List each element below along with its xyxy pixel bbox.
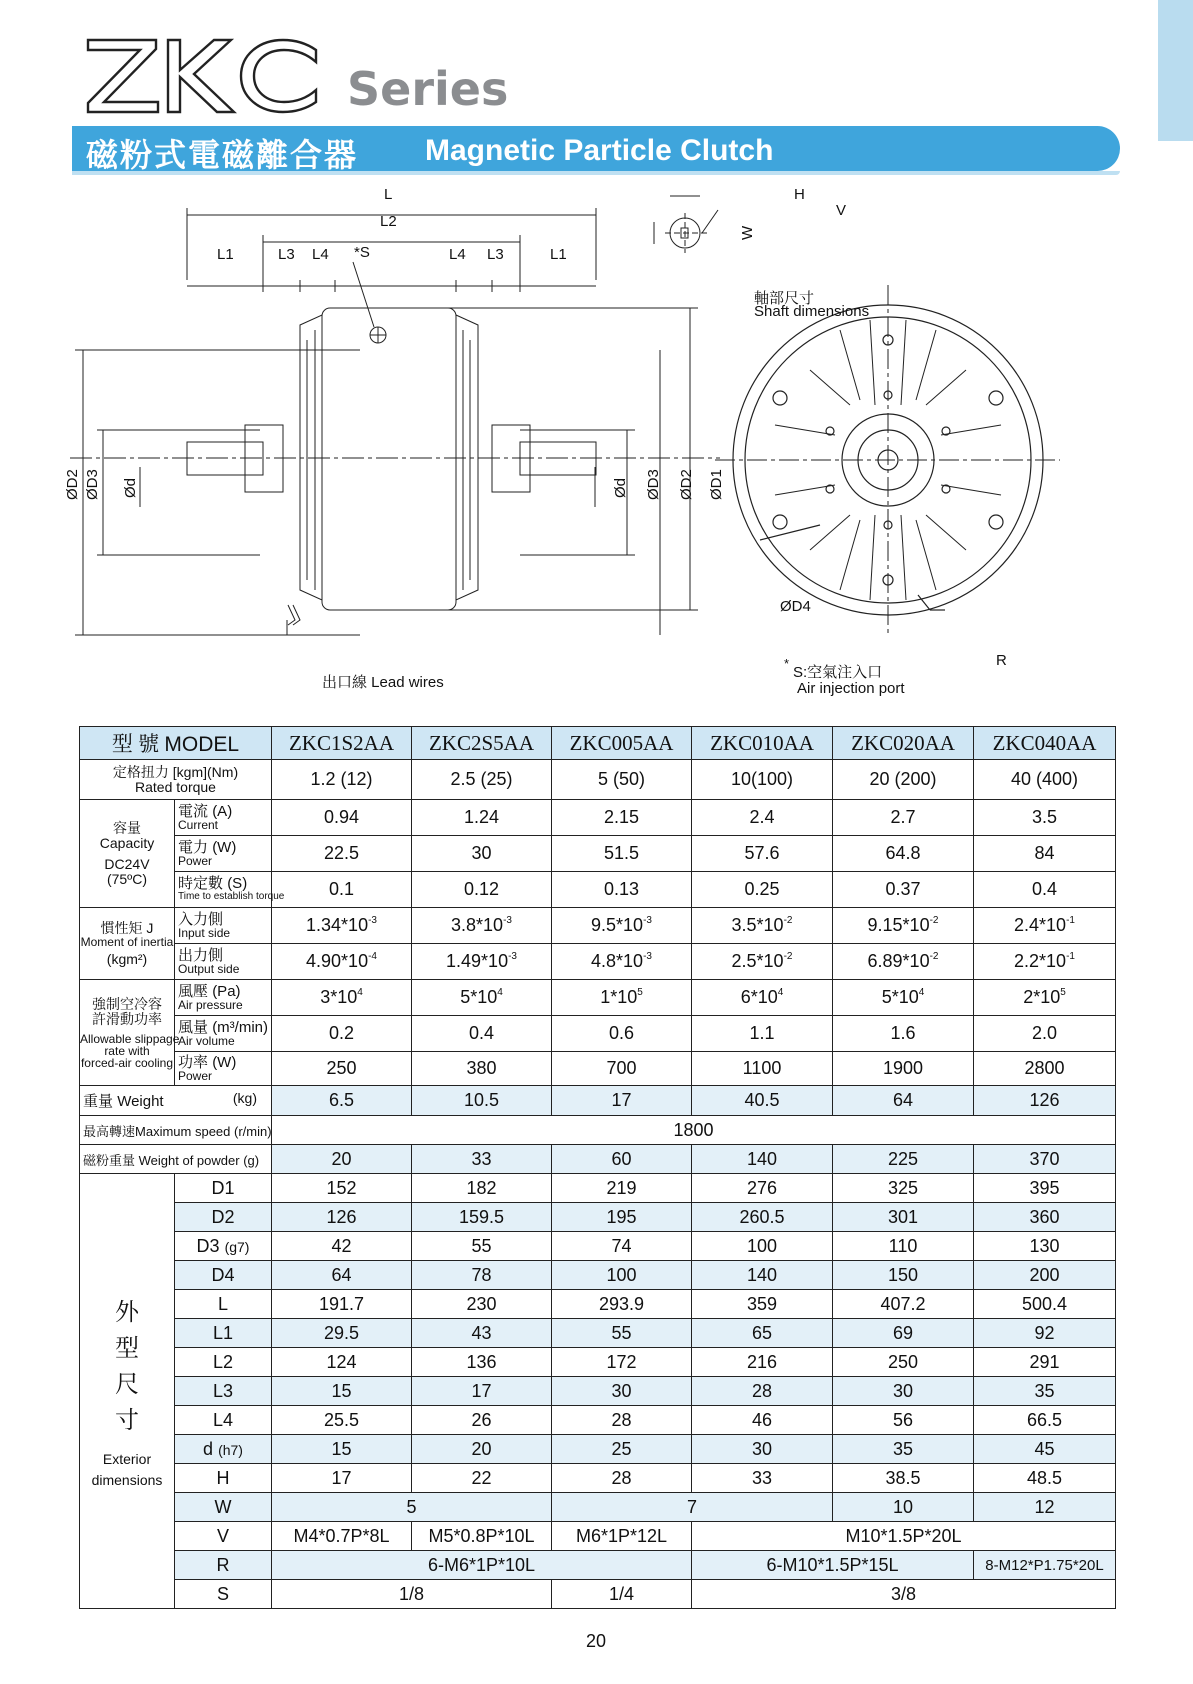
table-cell: $3.8*10^{-3}$	[412, 908, 552, 944]
dim-L3-right: L3	[487, 246, 504, 263]
table-cell: 40.5	[692, 1086, 833, 1116]
table-row	[80, 1145, 1116, 1174]
table-cell: 15	[272, 1435, 412, 1464]
table-cell: 3/8	[692, 1580, 1116, 1609]
table-cell: 359	[692, 1290, 833, 1319]
table-cell: 20	[272, 1145, 412, 1174]
table-row	[80, 1551, 1116, 1580]
note-en: Air injection port	[797, 680, 905, 697]
table-cell: 230	[412, 1290, 552, 1319]
table-cell: 10(100)	[692, 760, 833, 800]
dim-label: D3 (g7)	[175, 1232, 272, 1261]
table-row	[80, 1232, 1116, 1261]
table-cell: 30	[412, 836, 552, 872]
table-cell: $4.8*10^{-3}$	[552, 944, 692, 980]
dim-label: L4	[175, 1406, 272, 1435]
dim-D2-right: ØD2	[678, 469, 695, 500]
table-cell: 15	[272, 1377, 412, 1406]
table-cell: 35	[833, 1435, 974, 1464]
air-pressure-label: 風壓 (Pa) Air pressure	[175, 980, 272, 1016]
model-col: ZKC010AA	[692, 727, 833, 760]
table-cell: 1/4	[552, 1580, 692, 1609]
zkc-logo-outline	[86, 36, 346, 116]
table-cell: 20 (200)	[833, 760, 974, 800]
table-cell: $3.5*10^{-2}$	[692, 908, 833, 944]
table-row	[80, 872, 1116, 908]
table-row	[80, 1435, 1116, 1464]
dim-label: L3	[175, 1377, 272, 1406]
table-cell: 293.9	[552, 1290, 692, 1319]
table-cell: 172	[552, 1348, 692, 1377]
table-cell: 30	[552, 1377, 692, 1406]
dim-R: R	[996, 652, 1007, 669]
table-cell: 33	[692, 1464, 833, 1493]
table-cell: $5*10^4$	[833, 980, 974, 1016]
table-row	[80, 1261, 1116, 1290]
table-cell: 43	[412, 1319, 552, 1348]
table-cell: 28	[692, 1377, 833, 1406]
table-cell: 20	[412, 1435, 552, 1464]
table-row	[80, 1377, 1116, 1406]
table-cell: 1.2 (12)	[272, 760, 412, 800]
table-cell: 216	[692, 1348, 833, 1377]
table-cell: 0.12	[412, 872, 552, 908]
table-row	[80, 1174, 1116, 1203]
output-side-label: 出力側 Output side	[175, 944, 272, 980]
table-cell: 1.1	[692, 1016, 833, 1052]
dim-D4: ØD4	[780, 598, 811, 615]
table-cell: 74	[552, 1232, 692, 1261]
inertia-label: 慣性矩 J Moment of inertia (kgm²)	[80, 908, 175, 980]
table-cell: $9.5*10^{-3}$	[552, 908, 692, 944]
dim-L4-left: L4	[312, 246, 329, 263]
dim-d-right: Ød	[612, 477, 629, 498]
table-cell: 66.5	[974, 1406, 1116, 1435]
table-cell: 10.5	[412, 1086, 552, 1116]
dim-label: D1	[175, 1174, 272, 1203]
table-row	[80, 1016, 1116, 1052]
table-cell: 17	[272, 1464, 412, 1493]
table-cell: 1.24	[412, 800, 552, 836]
max-speed-label: 最高轉速Maximum speed (r/min)	[80, 1116, 272, 1145]
table-cell: $4.90*10^{-4}$	[272, 944, 412, 980]
table-cell: 60	[552, 1145, 692, 1174]
dim-label: D2	[175, 1203, 272, 1232]
powder-label: 磁粉重量 Weight of powder (g)	[80, 1145, 272, 1174]
table-cell: 2.15	[552, 800, 692, 836]
table-row	[80, 1348, 1116, 1377]
table-cell: 260.5	[692, 1203, 833, 1232]
table-cell: $9.15*10^{-2}$	[833, 908, 974, 944]
table-cell: 64.8	[833, 836, 974, 872]
table-cell: 0.4	[412, 1016, 552, 1052]
table-cell: $2.4*10^{-1}$	[974, 908, 1116, 944]
table-row	[80, 908, 1116, 944]
air-volume-label: 風量 (m³/min) Air volume	[175, 1016, 272, 1052]
table-cell: 301	[833, 1203, 974, 1232]
shaft-W: W	[739, 225, 756, 240]
shaft-V: V	[836, 202, 847, 219]
table-cell: 150	[833, 1261, 974, 1290]
table-row	[80, 1464, 1116, 1493]
model-col: ZKC1S2AA	[272, 727, 412, 760]
table-cell: $5*10^4$	[412, 980, 552, 1016]
model-col: ZKC020AA	[833, 727, 974, 760]
table-cell: 84	[974, 836, 1116, 872]
dim-label: L1	[175, 1319, 272, 1348]
table-cell: 0.13	[552, 872, 692, 908]
table-cell: 25	[552, 1435, 692, 1464]
table-row	[80, 1290, 1116, 1319]
table-cell: $1*10^5$	[552, 980, 692, 1016]
table-row	[80, 1052, 1116, 1086]
table-cell: 10	[833, 1493, 974, 1522]
table-row	[80, 1580, 1116, 1609]
table-cell: $1.34*10^{-3}$	[272, 908, 412, 944]
logo-text: ZKC	[86, 36, 88, 37]
table-cell: 1900	[833, 1052, 974, 1086]
table-cell: 159.5	[412, 1203, 552, 1232]
table-cell: 1.6	[833, 1016, 974, 1052]
torque-label: 定格扭力 [kgm](Nm) Rated torque	[80, 760, 272, 800]
model-header: 型 號 MODEL	[80, 727, 272, 760]
table-row	[80, 1086, 1116, 1116]
table-cell: 17	[552, 1086, 692, 1116]
table-cell: 250	[272, 1052, 412, 1086]
table-cell: 46	[692, 1406, 833, 1435]
table-cell: M4*0.7P*8L	[272, 1522, 412, 1551]
table-row	[80, 1319, 1116, 1348]
table-cell: 152	[272, 1174, 412, 1203]
dim-D1-right: ØD1	[708, 469, 725, 500]
table-row	[80, 760, 1116, 800]
table-cell: 5	[272, 1493, 552, 1522]
table-cell: 136	[412, 1348, 552, 1377]
table-cell: 12	[974, 1493, 1116, 1522]
table-cell: 33	[412, 1145, 552, 1174]
table-cell: 29.5	[272, 1319, 412, 1348]
table-row	[80, 1522, 1116, 1551]
table-cell: 0.94	[272, 800, 412, 836]
dim-L3-left: L3	[278, 246, 295, 263]
table-cell: 57.6	[692, 836, 833, 872]
dim-L: L	[384, 186, 393, 203]
table-cell: 28	[552, 1406, 692, 1435]
dim-label: L2	[175, 1348, 272, 1377]
time-label: 時定數 (S) Time to establish torque	[175, 872, 272, 908]
capacity-label: 容量 Capacity DC24V (75ºC)	[80, 800, 175, 908]
table-cell: M5*0.8P*10L	[412, 1522, 552, 1551]
table-cell: 48.5	[974, 1464, 1116, 1493]
input-side-label: 入力側 Input side	[175, 908, 272, 944]
table-row	[80, 800, 1116, 836]
shaft-dims-en: Shaft dimensions	[754, 303, 870, 320]
table-cell: 17	[412, 1377, 552, 1406]
table-cell: 40 (400)	[974, 760, 1116, 800]
shaft-H: H	[794, 186, 805, 203]
note-star: *	[784, 656, 790, 671]
table-cell: 5 (50)	[552, 760, 692, 800]
current-label: 電流 (A) Current	[175, 800, 272, 836]
table-cell: 45	[974, 1435, 1116, 1464]
table-cell: 140	[692, 1261, 833, 1290]
technical-drawing	[60, 180, 1140, 710]
table-cell: 700	[552, 1052, 692, 1086]
table-cell: 7	[552, 1493, 833, 1522]
table-cell: 395	[974, 1174, 1116, 1203]
table-cell: 22.5	[272, 836, 412, 872]
table-row	[80, 980, 1116, 1016]
table-cell: 56	[833, 1406, 974, 1435]
table-cell: 219	[552, 1174, 692, 1203]
dim-D2-left: ØD2	[64, 469, 81, 500]
table-cell: 0.6	[552, 1016, 692, 1052]
table-row	[80, 836, 1116, 872]
table-cell: 78	[412, 1261, 552, 1290]
table-cell: 30	[692, 1435, 833, 1464]
dim-d-left: Ød	[122, 477, 139, 498]
dim-label: L	[175, 1290, 272, 1319]
table-cell: 250	[833, 1348, 974, 1377]
table-cell: $1.49*10^{-3}$	[412, 944, 552, 980]
table-cell: 64	[833, 1086, 974, 1116]
table-cell: 2.7	[833, 800, 974, 836]
title-en: Magnetic Particle Clutch	[425, 134, 774, 167]
dim-S: *S	[354, 244, 370, 261]
table-cell: 2800	[974, 1052, 1116, 1086]
dim-L4-right: L4	[449, 246, 466, 263]
table-cell: $2*10^5$	[974, 980, 1116, 1016]
table-cell: 126	[974, 1086, 1116, 1116]
power-label: 電力 (W) Power	[175, 836, 272, 872]
dim-L1-left: L1	[217, 246, 234, 263]
table-cell: 1/8	[272, 1580, 552, 1609]
table-cell: 30	[833, 1377, 974, 1406]
weight-label: 重量 Weight (kg)	[80, 1086, 272, 1116]
table-row	[80, 1406, 1116, 1435]
table-cell: 200	[974, 1261, 1116, 1290]
table-cell: 1100	[692, 1052, 833, 1086]
table-cell: 380	[412, 1052, 552, 1086]
exterior-label: 外 型 尺 寸 Exterior dimensions	[80, 1174, 175, 1609]
dim-label: R	[175, 1551, 272, 1580]
table-cell: 360	[974, 1203, 1116, 1232]
dim-L2: L2	[380, 213, 397, 230]
series-label: Series	[347, 62, 509, 116]
title-zh: 磁粉式電磁離合器	[86, 136, 359, 174]
table-cell: 55	[412, 1232, 552, 1261]
table-header-row	[80, 727, 1116, 760]
table-cell: $6*10^4$	[692, 980, 833, 1016]
table-cell: 407.2	[833, 1290, 974, 1319]
model-col: ZKC005AA	[552, 727, 692, 760]
table-cell: 6-M6*1P*10L	[272, 1551, 692, 1580]
table-cell: 65	[692, 1319, 833, 1348]
dim-D3-left: ØD3	[84, 469, 101, 500]
table-cell: $2.5*10^{-2}$	[692, 944, 833, 980]
table-cell: 100	[552, 1261, 692, 1290]
dim-label: D4	[175, 1261, 272, 1290]
lead-wires-label: 出口線 Lead wires	[322, 674, 444, 691]
shaft-dims-zh: 軸部尺寸	[754, 290, 815, 307]
table-cell: 51.5	[552, 836, 692, 872]
dim-D3-right: ØD3	[645, 469, 662, 500]
table-cell: 25.5	[272, 1406, 412, 1435]
table-cell: 38.5	[833, 1464, 974, 1493]
table-cell: 195	[552, 1203, 692, 1232]
table-cell: 182	[412, 1174, 552, 1203]
table-row	[80, 944, 1116, 980]
page-number: 20	[586, 1631, 607, 1651]
table-cell: 370	[974, 1145, 1116, 1174]
table-cell: 0.25	[692, 872, 833, 908]
table-cell: $2.2*10^{-1}$	[974, 944, 1116, 980]
table-cell: 6-M10*1.5P*15L	[692, 1551, 974, 1580]
table-cell: 130	[974, 1232, 1116, 1261]
table-cell: 0.2	[272, 1016, 412, 1052]
dim-label: W	[175, 1493, 272, 1522]
table-cell: 69	[833, 1319, 974, 1348]
dim-label: S	[175, 1580, 272, 1609]
table-cell: $3*10^4$	[272, 980, 412, 1016]
table-cell: 276	[692, 1174, 833, 1203]
table-cell: 1800	[272, 1116, 1116, 1145]
dim-label: d (h7)	[175, 1435, 272, 1464]
table-cell: 55	[552, 1319, 692, 1348]
table-row	[80, 1116, 1116, 1145]
table-cell: 28	[552, 1464, 692, 1493]
table-cell: M10*1.5P*20L	[692, 1522, 1116, 1551]
table-cell: 225	[833, 1145, 974, 1174]
table-cell: 92	[974, 1319, 1116, 1348]
table-cell: 126	[272, 1203, 412, 1232]
table-cell: 0.1	[272, 872, 412, 908]
table-row	[80, 1203, 1116, 1232]
table-cell: 191.7	[272, 1290, 412, 1319]
table-cell: 64	[272, 1261, 412, 1290]
table-cell: 8-M12*P1.75*20L	[974, 1551, 1116, 1580]
table-cell: 6.5	[272, 1086, 412, 1116]
table-cell: 42	[272, 1232, 412, 1261]
table-cell: 2.0	[974, 1016, 1116, 1052]
dim-label: V	[175, 1522, 272, 1551]
table-cell: 140	[692, 1145, 833, 1174]
cooling-power-label: 功率 (W) Power	[175, 1052, 272, 1086]
spec-table	[79, 726, 1116, 1609]
table-cell: 110	[833, 1232, 974, 1261]
table-cell: 325	[833, 1174, 974, 1203]
dim-L1-right: L1	[550, 246, 567, 263]
corner-tab	[1158, 0, 1193, 141]
table-cell: 3.5	[974, 800, 1116, 836]
dim-label: H	[175, 1464, 272, 1493]
table-cell: $6.89*10^{-2}$	[833, 944, 974, 980]
model-col: ZKC040AA	[974, 727, 1116, 760]
table-cell: 22	[412, 1464, 552, 1493]
model-col: ZKC2S5AA	[412, 727, 552, 760]
table-cell: 2.4	[692, 800, 833, 836]
table-cell: 500.4	[974, 1290, 1116, 1319]
table-cell: 124	[272, 1348, 412, 1377]
table-cell: 26	[412, 1406, 552, 1435]
note-zh: S:空氣注入口	[793, 664, 883, 681]
cooling-label: 強制空冷容 許滑動功率 Allowable slippage rate with forced-air cooling	[80, 980, 175, 1086]
table-cell: 100	[692, 1232, 833, 1261]
table-cell: 0.37	[833, 872, 974, 908]
table-cell: 35	[974, 1377, 1116, 1406]
table-cell: 291	[974, 1348, 1116, 1377]
table-cell: M6*1P*12L	[552, 1522, 692, 1551]
table-row	[80, 1493, 1116, 1522]
table-cell: 2.5 (25)	[412, 760, 552, 800]
table-cell: 0.4	[974, 872, 1116, 908]
